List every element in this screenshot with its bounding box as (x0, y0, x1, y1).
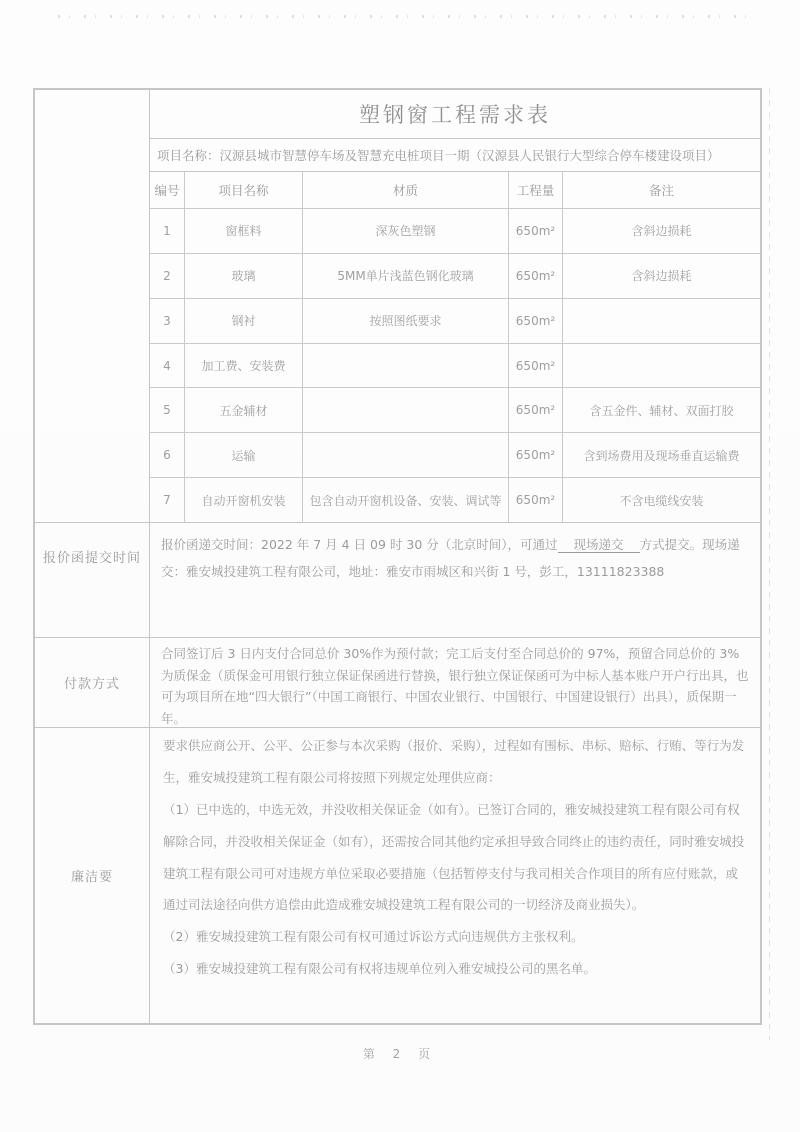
items-table (150, 172, 760, 522)
section-label: 廉洁要 (35, 728, 150, 1023)
cell-material (303, 344, 509, 388)
section-label: 报价函提交时间 (35, 523, 150, 637)
col-header-name: 项目名称 (185, 172, 303, 208)
integrity-paragraph: 要求供应商公开、公平、公正参与本次采购（报价、采购），过程如有围标、串标、赔标、行贿、等行为发生，雅安城投建筑工程有限公司将按照下列规定处理供应商： (163, 738, 745, 785)
cell-material (303, 433, 509, 477)
cell-quantity: 650m² (509, 344, 563, 388)
table-row (150, 478, 760, 522)
section-label: 付款方式 (35, 638, 150, 727)
cell-name: 自动开窗机安装 (185, 478, 303, 522)
cell-no: 4 (150, 344, 185, 388)
integrity-paragraph: （3）雅安城投建筑工程有限公司有权将违规单位列入雅安城投公司的黑名单。 (163, 961, 596, 977)
cell-material: 深灰色塑钢 (303, 209, 509, 253)
items-header-row (150, 172, 760, 209)
cell-no: 7 (150, 478, 185, 522)
table-row (150, 344, 760, 389)
cell-quantity: 650m² (509, 209, 563, 253)
cell-name: 钢衬 (185, 299, 303, 343)
cell-remark: 含五金件、辅材、双面打胶 (589, 403, 734, 418)
cell-remark: 含斜边损耗 (631, 224, 692, 239)
cell-no: 5 (150, 388, 185, 432)
cell-name: 运输 (185, 433, 303, 477)
table-row (150, 209, 760, 254)
empty-label-cell (35, 90, 150, 522)
submission-text-after: 方式提交。现场递交：雅安城投建筑工程有限公司，地址：雅安市雨城区和兴街 1 号，彭工，13111823388 (161, 537, 740, 579)
cell-quantity: 650m² (509, 299, 563, 343)
cell-name: 玻璃 (185, 254, 303, 298)
submission-text-before: 报价函递交时间：2022 年 7 月 4 日 09 时 30 分（北京时间），可通过 (161, 537, 558, 552)
payment-text: 合同签订后 3 日内支付合同总价 30%作为预付款；完工后支付至合同总价的 97%，预留合同总价的 3%为质保金（质保金可用银行独立保证保函进行替换，银行独立保证保函可为中标人基本账户开户行出具，也可为项目所在地“四大银行”（中国工商银行、中国农业银行、中国银行、中国建设银行）出具），质保期一年。 (161, 646, 749, 726)
cell-no: 2 (150, 254, 185, 298)
scanner-noise-band (58, 15, 758, 18)
table-row (150, 433, 760, 478)
cell-remark (563, 344, 760, 388)
page-number: 第 2 页 (362, 1047, 438, 1061)
cell-name: 窗框料 (185, 209, 303, 253)
cell-name: 加工费、安装费 (185, 344, 303, 388)
cell-material: 按照图纸要求 (303, 299, 509, 343)
col-header-remark: 备注 (648, 183, 674, 198)
cell-no: 1 (150, 209, 185, 253)
page-edge-line (769, 88, 770, 1040)
cell-material (303, 388, 509, 432)
cell-no: 3 (150, 299, 185, 343)
integrity-paragraph: （1）已中选的，中选无效，并没收相关保证金（如有）。已签订合同的，雅安城投建筑工程有限公司有权解除合同，并没收相关保证金（如有），还需按合同其他约定承担导致合同终止的违约责任，同时雅安城投建筑工程有限公司可对违规方单位采取必要措施（包括暂停支付与我司相关合作项目的所有应付账款，或通过司法途径向供方追偿由此造成雅安城投建筑工程有限公司的一切经济及商业损失）。 (163, 801, 745, 913)
cell-remark: 不含电缆线安装 (619, 493, 704, 508)
section-payment (35, 637, 760, 727)
requirements-document-table (33, 88, 762, 1025)
cell-material: 5MM单片浅蓝色钢化玻璃 (303, 254, 509, 298)
table-row (150, 299, 760, 344)
table-title: 塑钢窗工程需求表 (150, 90, 760, 139)
cell-quantity: 650m² (509, 478, 563, 522)
cell-name: 五金辅材 (185, 388, 303, 432)
section-submission-time (35, 522, 760, 637)
col-header-quantity: 工程量 (509, 172, 563, 208)
submission-text (150, 523, 760, 637)
submission-method-underlined: 现场递交 (558, 537, 640, 553)
cell-no: 6 (150, 433, 185, 477)
cell-quantity: 650m² (509, 388, 563, 432)
demand-table-row (35, 90, 760, 522)
integrity-paragraph: （2）雅安城投建筑工程有限公司有权可通过诉讼方式向违规供方主张权利。 (163, 929, 584, 945)
table-row (150, 254, 760, 299)
col-header-no: 编号 (150, 172, 185, 208)
table-row (150, 388, 760, 433)
cell-remark: 含到场费用及现场垂直运输费 (583, 448, 740, 463)
cell-quantity: 650m² (509, 254, 563, 298)
section-integrity (35, 727, 760, 1023)
demand-table-content (150, 90, 760, 522)
cell-remark (563, 299, 760, 343)
project-name-line: 项目名称：汉源县城市智慧停车场及智慧充电桩项目一期（汉源县人民银行大型综合停车楼建设项目） (150, 139, 760, 172)
cell-material: 包含自动开窗机设备、安装、调试等 (303, 478, 509, 522)
col-header-material: 材质 (303, 172, 509, 208)
cell-remark: 含斜边损耗 (631, 269, 692, 284)
cell-quantity: 650m² (509, 433, 563, 477)
integrity-text (150, 728, 760, 1023)
